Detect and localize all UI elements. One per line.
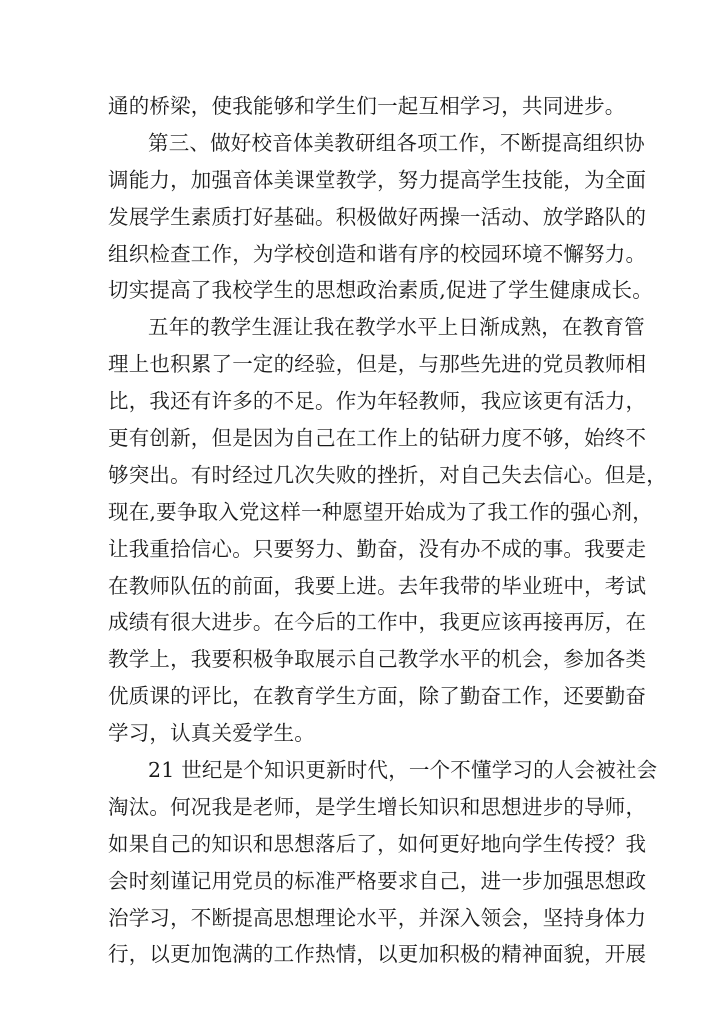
text-line: 组织检查工作，为学校创造和谐有序的校园环境不懈努力。 [108,241,647,266]
text-line: 比，我还有许多的不足。作为年轻教师，我应该更有活力， [108,389,647,414]
text-line: 够突出。有时经过几次失败的挫折，对自己失去信心。但是， [108,462,667,487]
text-line: 行，以更加饱满的工作热情，以更加积极的精神面貌，开展 [108,942,647,967]
text-line: 更有创新，但是因为自己在工作上的钻研力度不够，始终不 [108,426,647,451]
text-line: 五年的教学生涯让我在教学水平上日渐成熟，在教育管 [148,315,645,340]
text-line: 21 世纪是个知识更新时代，一个不懂学习的人会被社会 [148,758,658,783]
text-line: 通的桥梁，使我能够和学生们一起互相学习，共同进步。 [108,94,626,118]
text-line: 学习，认真关爱学生。 [108,721,315,746]
text-line: 成绩有很大进步。在今后的工作中，我更应该再接再厉，在 [108,610,647,635]
text-line: 让我重拾信心。只要努力、勤奋，没有办不成的事。我要走 [108,536,647,561]
text-line: 教学上，我要积极争取展示自己教学水平的机会，参加各类 [108,647,647,672]
text-line: 现在,要争取入党这样一种愿望开始成为了我工作的强心剂， [108,499,653,524]
text-line: 淘汰。何况我是老师，是学生增长知识和思想进步的导师， [108,794,647,819]
text-line: 理上也积累了一定的经验，但是，与那些先进的党员教师相 [108,352,647,377]
document-body [108,88,667,973]
text-line: 调能力，加强音体美课堂教学，努力提高学生技能，为全面 [108,167,647,192]
text-line: 会时刻谨记用党员的标准严格要求自己，进一步加强思想政 [108,868,647,893]
text-line: 切实提高了我校学生的思想政治素质,促进了学生健康成长。 [108,278,653,303]
text-line: 在教师队伍的前面，我要上进。去年我带的毕业班中，考试 [108,573,647,598]
text-line: 第三、做好校音体美教研组各项工作，不断提高组织协 [148,130,645,155]
text-line: 治学习，不断提高思想理论水平，并深入领会，坚持身体力 [108,905,647,930]
text-line: 优质课的评比，在教育学生方面，除了勤奋工作，还要勤奋 [108,684,647,709]
text-line: 如果自己的知识和思想落后了，如何更好地向学生传授？我 [108,831,647,856]
text-line: 发展学生素质打好基础。积极做好两操一活动、放学路队的 [108,204,647,229]
